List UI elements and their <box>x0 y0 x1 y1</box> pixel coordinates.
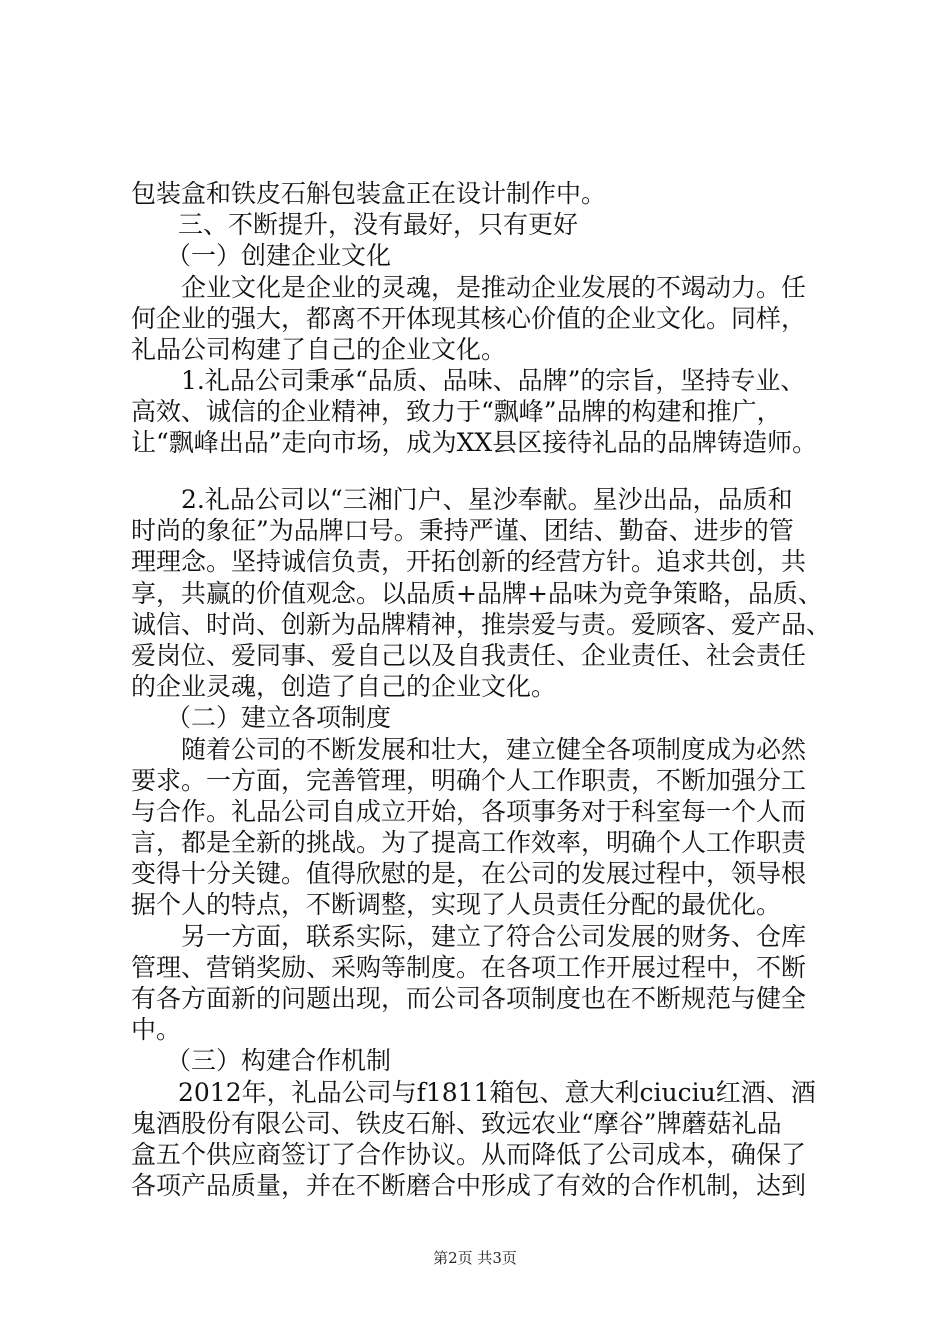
text-line: 1.礼品公司秉承“品质、品味、品牌”的宗旨，坚持专业、 <box>181 366 806 395</box>
text-line: 礼品公司构建了自己的企业文化。 <box>131 335 507 364</box>
text-line: 各项产品质量，并在不断磨合中形成了有效的合作机制，达到 <box>131 1171 807 1200</box>
text-line: 盒五个供应商签订了合作协议。从而降低了公司成本，确保了 <box>131 1140 807 1169</box>
text-line: 的企业灵魂，创造了自己的企业文化。 <box>131 672 557 701</box>
text-line: 随着公司的不断发展和壮大，建立健全各项制度成为必然 <box>181 735 807 764</box>
text-line: 变得十分关键。值得欣慰的是，在公司的发展过程中，领导根 <box>131 859 807 888</box>
text-line: 2.礼品公司以“三湘门户、星沙奉献。星沙出品，品质和 <box>181 485 793 514</box>
text-line: 鬼酒股份有限公司、铁皮石斛、致远农业“摩谷”牌蘑菇礼品 <box>131 1109 782 1138</box>
text-line: 要求。一方面，完善管理，明确个人工作职责，不断加强分工 <box>131 766 807 795</box>
text-line: 言，都是全新的挑战。为了提高工作效率，明确个人工作职责 <box>131 828 807 857</box>
text-line: 企业文化是企业的灵魂，是推动企业发展的不竭动力。任 <box>181 273 807 302</box>
text-line: 时尚的象征”为品牌口号。秉持严谨、团结、勤奋、进步的管 <box>131 516 794 545</box>
subsection-heading: （二）建立各项制度 <box>166 703 392 732</box>
text-line: 有各方面新的问题出现，而公司各项制度也在不断规范与健全 <box>131 984 807 1013</box>
text-line: 理理念。坚持诚信负责，开拓创新的经营方针。追求共创，共 <box>131 547 807 576</box>
text-line: 何企业的强大，都离不开体现其核心价值的企业文化。同样， <box>131 304 807 333</box>
subsection-heading: （三）构建合作机制 <box>166 1046 392 1075</box>
text-line: 享，共赢的价值观念。以品质+品牌+品味为竞争策略，品质、 <box>131 579 823 608</box>
text-line: 与合作。礼品公司自成立开始，各项事务对于科室每一个人而 <box>131 797 807 826</box>
subsection-heading: （一）创建企业文化 <box>166 241 392 270</box>
text-line: 2012年，礼品公司与f1811箱包、意大利ciuciu红酒、酒 <box>178 1078 816 1107</box>
text-line: 据个人的特点，不断调整，实现了人员责任分配的最优化。 <box>131 890 782 919</box>
text-line: 另一方面，联系实际，建立了符合公司发展的财务、仓库 <box>181 922 807 951</box>
text-line: 管理、营销奖励、采购等制度。在各项工作开展过程中，不断 <box>131 953 807 982</box>
text-line: 诚信、时尚、创新为品牌精神，推崇爱与责。爱顾客、爱产品、 <box>131 610 832 639</box>
text-line: 高效、诚信的企业精神，致力于“飘峰”品牌的构建和推广， <box>131 397 782 426</box>
text-line: 爱岗位、爱同事、爱自己以及自我责任、企业责任、社会责任 <box>131 641 807 670</box>
section-heading: 三、不断提升，没有最好，只有更好 <box>178 210 579 239</box>
text-line: 包装盒和铁皮石斛包装盒正在设计制作中。 <box>131 179 607 208</box>
text-line: 中。 <box>131 1015 182 1044</box>
text-line: 让“飘峰出品”走向市场，成为XX县区接待礼品的品牌铸造师。 <box>131 428 818 457</box>
page-number-footer: 第2页 共3页 <box>433 1249 517 1267</box>
